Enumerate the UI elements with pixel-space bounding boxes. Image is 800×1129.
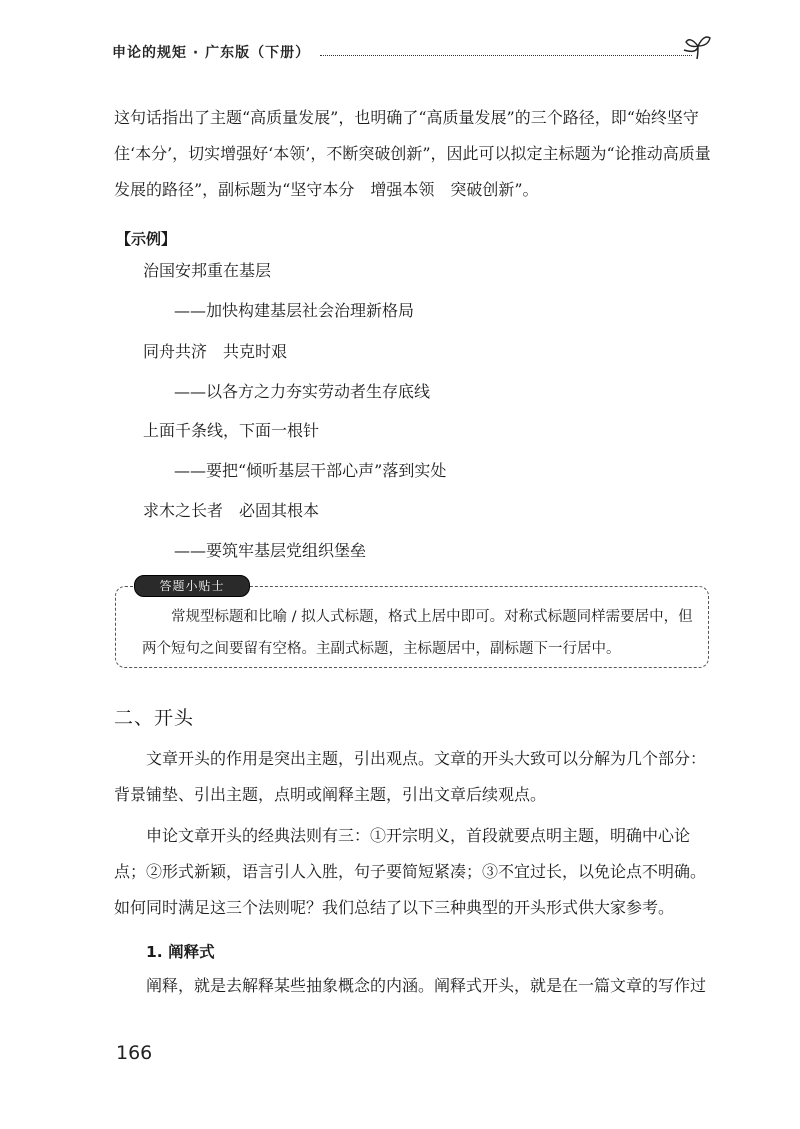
example-label: 【示例】 [116,230,177,248]
example-title-4: 求木之长者 必固其根本 [143,501,320,520]
header-divider [320,55,692,56]
example-subtitle-1: ——加快构建基层社会治理新格局 [174,301,415,320]
subsection-title: 1. 阐释式 [146,943,215,961]
page-number: 166 [116,1042,153,1064]
example-title-3: 上面千条线，下面一根针 [143,421,320,440]
intro-paragraph: 这句话指出了主题“高质量发展”，也明确了“高质量发展”的三个路径，即“始终坚守住‘本分’，切实增强好‘本领’，不断突破创新”，因此可以拟定主标题为“论推动高质量发展的路径”，副标题为“坚守本分 增强本领 突破创新”。 [114,108,711,199]
example-subtitle-3: ——要把“倾听基层干部心声”落到实处 [174,461,447,480]
tip-badge: 答题小贴士 [134,575,250,597]
example-title-2: 同舟共济 共克时艰 [143,342,288,361]
section-title: 二、开头 [114,707,195,729]
example-subtitle-2: ——以各方之力夯实劳动者生存底线 [174,382,431,401]
book-title: 申论的规矩 · 广东版（下册） [112,45,311,61]
section-paragraph-2: 申论文章开头的经典法则有三：①开宗明义，首段就要点明主题，明确中心论点；②形式新颖，语言引人入胜，句子要简短紧凑；③不宜过长，以免论点不明确。如何同时满足这三个法则呢？我们总结了以下三种典型的开头形式供大家参考。 [114,826,707,917]
page-header [112,38,712,68]
tip-box [115,579,709,668]
sprout-icon [682,32,712,60]
tip-text: 常规型标题和比喻 / 拟人式标题，格式上居中即可。对称式标题同样需要居中，但两个短句之间要留有空格。主副式标题，主标题居中，副标题下一行居中。 [142,609,693,657]
example-subtitle-4: ——要筑牢基层党组织堡垒 [174,541,367,560]
section-paragraph-3: 阐释，就是去解释某些抽象概念的内涵。阐释式开头，就是在一篇文章的写作过 [146,976,707,995]
example-title-1: 治国安邦重在基层 [143,261,272,280]
section-paragraph-1: 文章开头的作用是突出主题，引出观点。文章的开头大致可以分解为几个部分：背景铺垫、引出主题，点明或阐释主题，引出文章后续观点。 [114,749,707,804]
